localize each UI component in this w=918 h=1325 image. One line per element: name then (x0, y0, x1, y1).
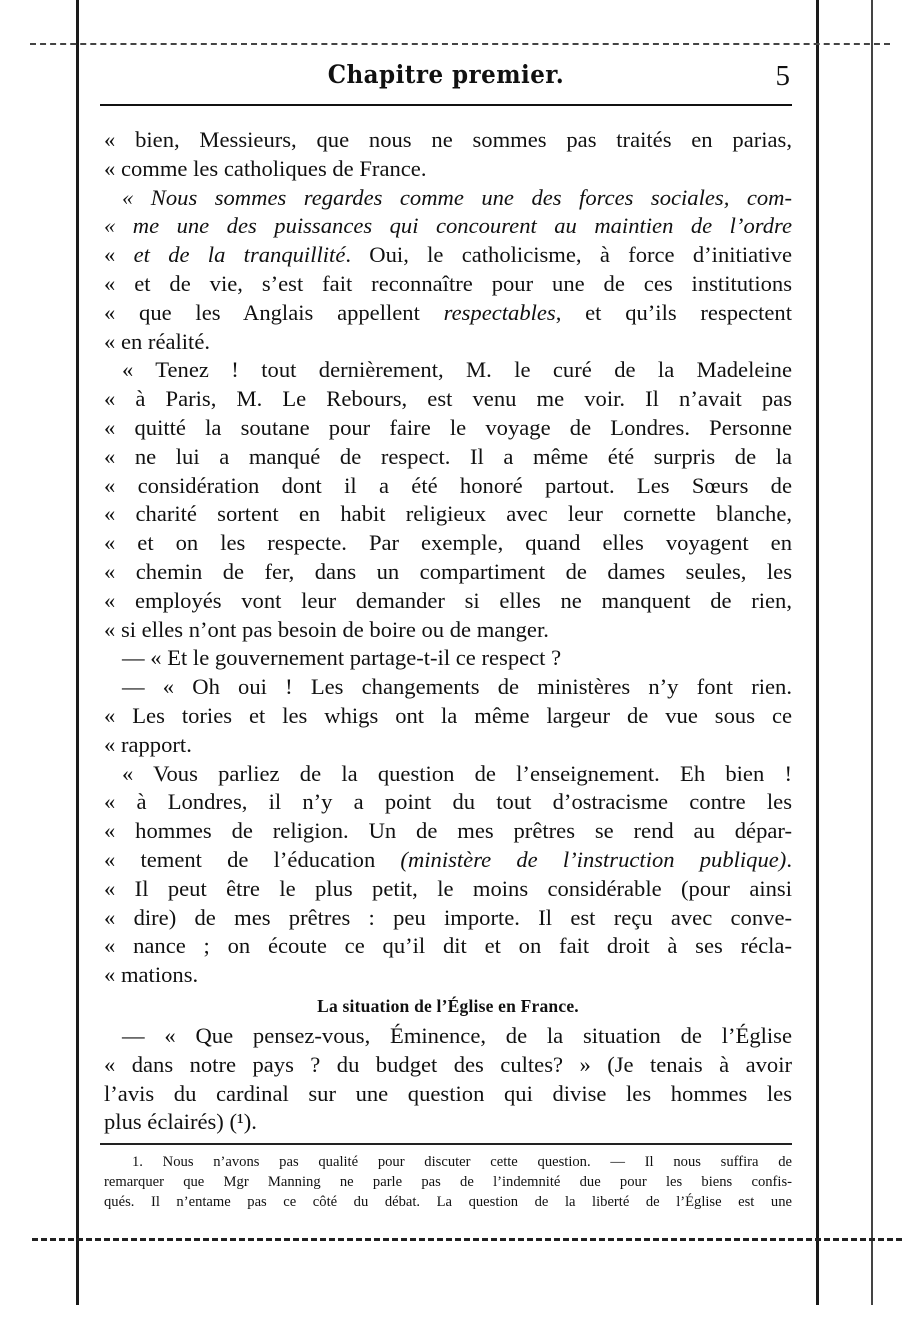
footnote-line: remarquer que Mgr Manning ne parle pas de l’indemnité due pour les biens confis- (104, 1174, 792, 1190)
text-line (104, 241, 792, 270)
text-line: « Tenez ! tout dernièrement, M. le curé de la Madeleine (122, 357, 792, 383)
text-line: plus éclairés) (¹). (104, 1109, 257, 1135)
text-line: « à Londres, il n’y a point du tout d’ostracisme contre les (104, 789, 792, 815)
text-line: « dans notre pays ? du budget des cultes? » (Je tenais à avoir (104, 1051, 792, 1077)
text-line: « bien, Messieurs, que nous ne sommes pas traités en parias, (104, 127, 792, 152)
text-line: — « Et le gouvernement partage-t-il ce respect ? (122, 645, 562, 671)
section-heading: La situation de l’Église en France. (317, 995, 579, 1016)
text-line (104, 846, 792, 875)
text-line: « et on les respecte. Par exemple, quand elles voyagent en (104, 530, 792, 556)
page-number: 5 (775, 60, 790, 92)
text-span: . Oui, le catholicisme, à force d’initiative (345, 242, 792, 268)
text-line: « Vous parliez de la question de l’enseignement. Eh bien ! (122, 760, 792, 786)
text-line: « considération dont il a été honoré partout. Les Sœurs de (104, 472, 792, 498)
frame-right-line (816, 0, 819, 1305)
text-span: « que les Anglais appellent (104, 299, 444, 325)
frame-far-right-line (871, 0, 873, 1305)
italic-text: « Nous sommes regardes comme une des forces sociales, com- (122, 184, 792, 210)
text-line: l’avis du cardinal sur une question qui divise les hommes les (104, 1080, 792, 1106)
italic-text: respectables (443, 299, 556, 325)
text-span: , et qu’ils respectent (555, 299, 792, 325)
header-rule (100, 104, 792, 106)
text-line: « hommes de religion. Un de mes prêtres se rend au dépar- (104, 818, 792, 844)
text-line: « quitté la soutane pour faire le voyage de Londres. Personne (104, 414, 792, 440)
footnote (104, 1152, 792, 1212)
footnote-line: qués. Il n’entame pas ce côté du débat. La question de la liberté de l’Église est une (104, 1194, 792, 1210)
text-line: « chemin de fer, dans un compartiment de dames seules, les (104, 558, 792, 584)
italic-text: « me une des puissances qui concourent au maintien de l’ordre (104, 213, 792, 239)
italic-text: et de la tranquillité (133, 242, 346, 268)
text-line: « dire) de mes prêtres : peu importe. Il est reçu avec conve- (104, 904, 792, 930)
frame-left-line (76, 0, 79, 1305)
text-line (104, 212, 792, 241)
footnote-line: 1. Nous n’avons pas qualité pour discuter cette question. — Il nous suffira de (132, 1154, 792, 1170)
text-line: « en réalité. (104, 328, 211, 354)
chapter-title: Chapitre premier. (327, 60, 565, 89)
text-line: « comme les catholiques de France. (104, 155, 427, 181)
body-text (104, 126, 792, 1137)
italic-text: (ministère de l’instruction publique) (400, 846, 787, 872)
text-line: « charité sortent en habit religieux avec leur cornette blanche, (104, 501, 792, 527)
text-line (104, 184, 792, 213)
text-line: « si elles n’ont pas besoin de boire ou de manger. (104, 616, 549, 642)
text-line: « Il peut être le plus petit, le moins considérable (pour ainsi (104, 875, 792, 901)
text-line: — « Que pensez-vous, Éminence, de la situation de l’Église (122, 1022, 792, 1048)
text-line (104, 299, 792, 328)
running-head (100, 60, 792, 100)
text-line: « rapport. (104, 731, 192, 757)
text-line: « nance ; on écoute ce qu’il dit et on fait droit à ses récla- (104, 933, 792, 959)
frame-bottom-line (32, 1238, 902, 1241)
text-line: « Les tories et les whigs ont la même largeur de vue sous ce (104, 702, 792, 728)
text-line: « à Paris, M. Le Rebours, est venu me voir. Il n’avait pas (104, 386, 792, 412)
text-line: « ne lui a manqué de respect. Il a même été surpris de la (104, 443, 792, 469)
text-span: « tement de l’éducation (104, 846, 401, 872)
frame-top-line (30, 43, 890, 45)
text-line: « et de vie, s’est fait reconnaître pour une de ces institutions (104, 270, 792, 296)
text-line: « employés vont leur demander si elles ne manquent de rien, (104, 587, 792, 613)
footnote-rule (100, 1143, 792, 1145)
text-line: — « Oh oui ! Les changements de ministères n’y font rien. (122, 674, 792, 700)
text-span: . (786, 846, 792, 872)
text-line: « mations. (104, 962, 199, 988)
text-span: « (104, 242, 134, 268)
